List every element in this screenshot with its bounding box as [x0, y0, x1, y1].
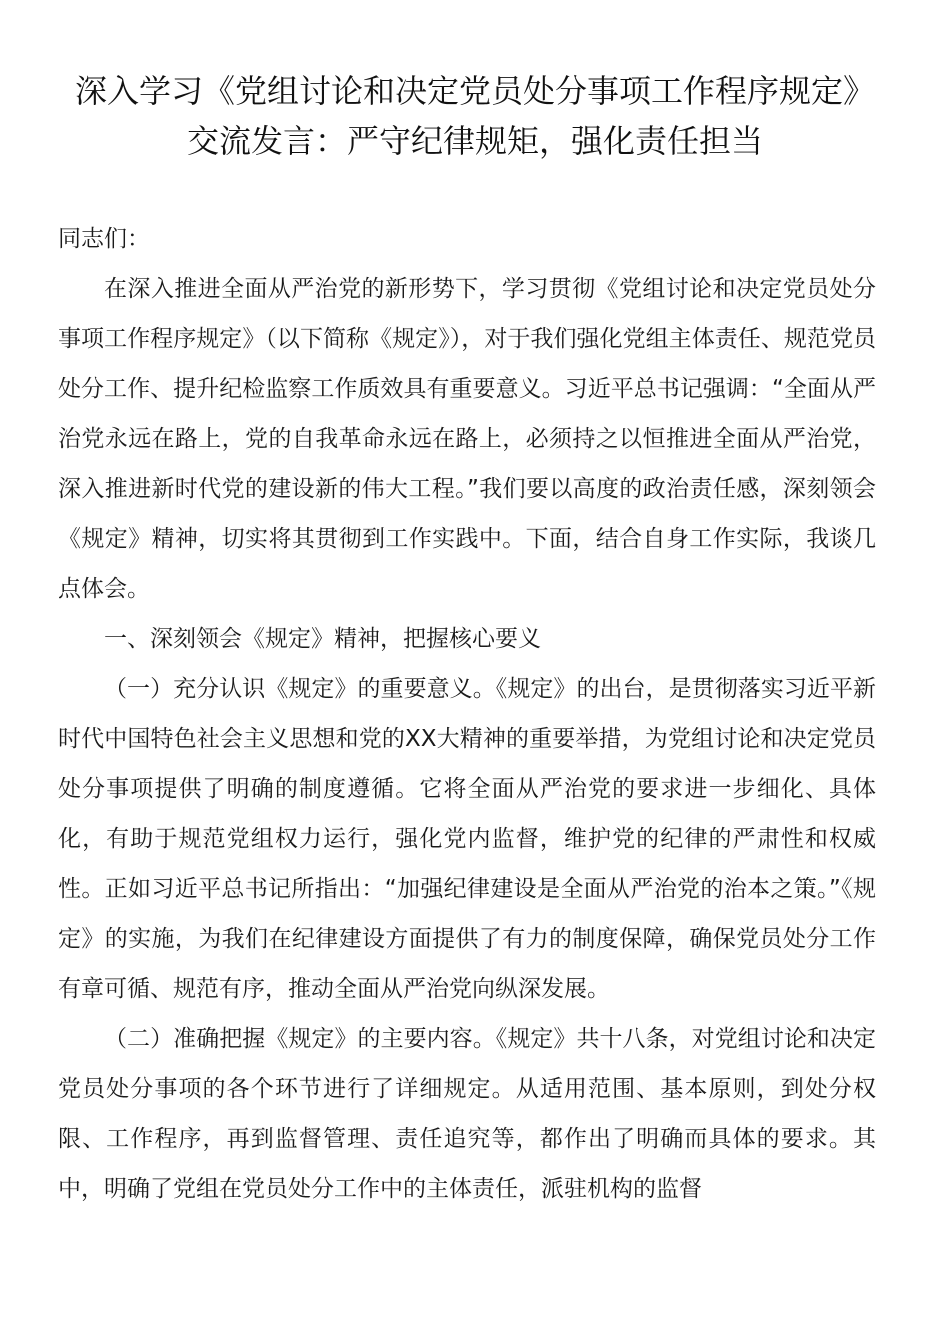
section-heading-1: 一、深刻领会《规定》精神，把握核心要义 — [104, 626, 541, 652]
document-body — [58, 214, 876, 1214]
paragraph-subsection-2: （二）准确把握《规定》的主要内容。《规定》共十八条，对党组讨论和决定党员处分事项的各个环节进行了详细规定。从适用范围、基本原则，到处分权限、工作程序，再到监督管理、责任追究等，都作出了明确而具体的要求。其中，明确了党组在党员处分工作中的主体责任，派驻机构的监督 — [58, 1026, 876, 1202]
paragraph-intro: 在深入推进全面从严治党的新形势下，学习贯彻《党组讨论和决定党员处分事项工作程序规定》（以下简称《规定》），对于我们强化党组主体责任、规范党员处分工作、提升纪检监察工作质效具有重要意义。习近平总书记强调：“全面从严治党永远在路上，党的自我革命永远在路上，必须持之以恒推进全面从严治党，深入推进新时代党的建设新的伟大工程。”我们要以高度的政治责任感，深刻领会《规定》精神，切实将其贯彻到工作实践中。下面，结合自身工作实际，我谈几点体会。 — [58, 276, 876, 602]
paragraph-subsection-1: （一）充分认识《规定》的重要意义。《规定》的出台，是贯彻落实习近平新时代中国特色社会主义思想和党的XX大精神的重要举措，为党组讨论和决定党员处分事项提供了明确的制度遵循。它将全面从严治党的要求进一步细化、具体化，有助于规范党组权力运行，强化党内监督，维护党的纪律的严肃性和权威性。正如习近平总书记所指出：“加强纪律建设是全面从严治党的治本之策。”《规定》的实施，为我们在纪律建设方面提供了有力的制度保障，确保党员处分工作有章可循、规范有序，推动全面从严治党向纵深发展。 — [58, 676, 876, 1002]
document-title: 深入学习《党组讨论和决定党员处分事项工作程序规定》交流发言：严守纪律规矩，强化责任担当 — [74, 72, 875, 160]
salutation: 同志们： — [58, 226, 150, 252]
